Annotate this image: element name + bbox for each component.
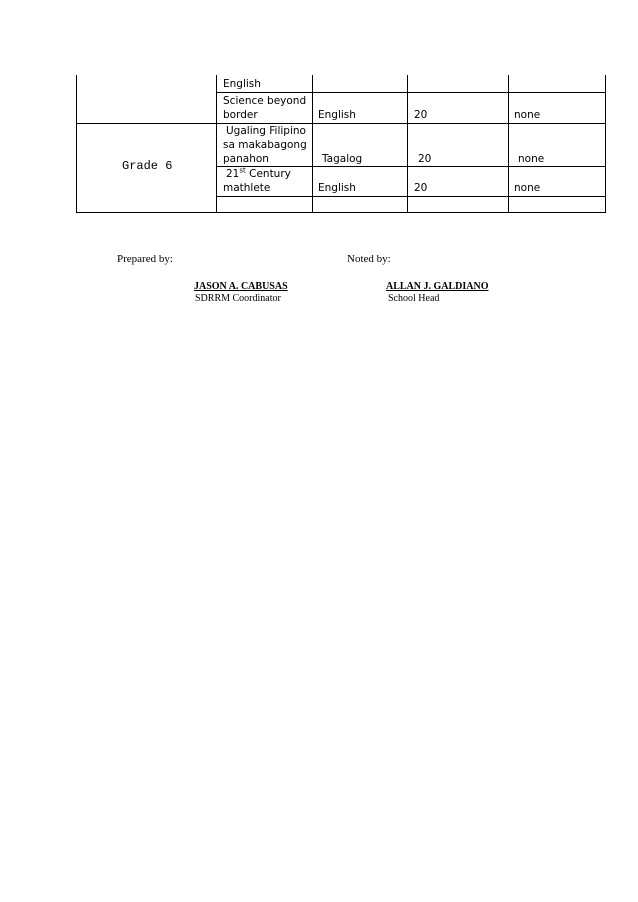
row-title: mathlete	[223, 182, 271, 194]
activity-table	[76, 75, 606, 213]
ordinal-number: 21	[226, 168, 240, 180]
noter-title: School Head	[388, 293, 440, 304]
row-remarks: none	[514, 182, 541, 194]
row-count: 20	[414, 182, 428, 194]
row-title: Science beyond	[223, 95, 307, 107]
row-title: border	[223, 109, 258, 121]
row-language: English	[318, 109, 356, 121]
preparer-title: SDRRM Coordinator	[195, 293, 281, 304]
row-title	[226, 167, 291, 182]
row-title: Ugaling Filipino	[226, 125, 306, 137]
ordinal-suffix: st	[239, 166, 246, 175]
row-language: Tagalog	[322, 153, 363, 165]
row-language: English	[318, 182, 356, 194]
row-count: 20	[418, 153, 432, 165]
row-title: panahon	[223, 153, 269, 165]
row-title: sa makabagong	[223, 139, 307, 151]
noted-by-label: Noted by:	[347, 253, 391, 265]
title-suffix: Century	[245, 168, 291, 180]
preparer-name: JASON A. CABUSAS	[194, 281, 288, 292]
noter-name: ALLAN J. GALDIANO	[386, 281, 489, 292]
prepared-by-label: Prepared by:	[117, 253, 173, 265]
grade-label: Grade 6	[122, 159, 173, 173]
row-title: English	[223, 78, 261, 90]
row-remarks: none	[514, 109, 541, 121]
row-remarks: none	[518, 153, 545, 165]
row-count: 20	[414, 109, 428, 121]
